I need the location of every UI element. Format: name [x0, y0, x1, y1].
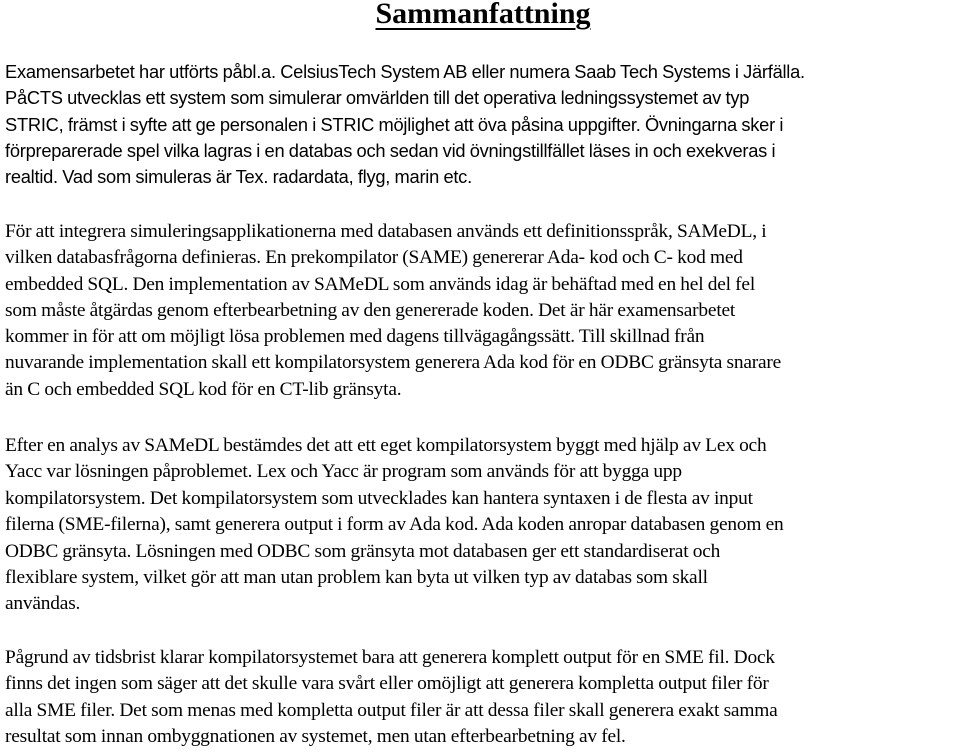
paragraph-line: Yacc var lösningen påproblemet. Lex och Yacc är program som används för att bygga upp [5, 461, 682, 483]
paragraph-line: filerna (SME-filerna), samt generera output i form av Ada kod. Ada koden anropar databasen genom en [5, 514, 784, 536]
paragraph-line: resultat som innan ombyggnationen av systemet, men utan efterbearbetning av fel. [5, 725, 626, 747]
paragraph-line: vilken databasfrågorna definieras. En prekompilator (SAME) genererar Ada- kod och C- kod med [5, 247, 743, 269]
paragraph-line: STRIC, främst i syfte att ge personalen i STRIC möjlighet att öva påsina uppgifter. Övningarna sker i [5, 113, 784, 135]
paragraph-line: som måste åtgärdas genom efterbearbetning av den genererade koden. Det är här examensarbetet [5, 299, 736, 321]
paragraph-line: kompilatorsystem. Det kompilatorsystem som utvecklades kan hantera syntaxen i de flesta av input [5, 487, 753, 509]
page-title: Sammanfattning [375, 0, 591, 30]
paragraph-line: alla SME filer. Det som menas med kompletta output filer är att dessa filer skall generera exakt samma [5, 699, 778, 721]
paragraph-line: nuvarande implementation skall ett kompilatorsystem generera Ada kod för en ODBC gränsyta snarare [5, 352, 782, 374]
paragraph-line: För att integrera simuleringsapplikationerna med databasen används ett definitionsspråk, SAMeDL, i [5, 221, 767, 242]
paragraph-line: PåCTS utvecklas ett system som simulerar omvärlden till det operativa ledningssystemet av typ [5, 87, 750, 109]
paragraph-line: flexiblare system, vilket gör att man utan problem kan byta ut vilken typ av databas som skall [5, 567, 708, 589]
paragraph-line: realtid. Vad som simuleras är Tex. radardata, flyg, marin etc. [5, 166, 472, 188]
paragraph-lex-yacc [5, 433, 960, 618]
paragraph-line: finns det ingen som säger att det skulle vara svårt eller omöjligt att generera kompletta output filer för [5, 673, 769, 695]
paragraph-line: Pågrund av tidsbrist klarar kompilatorsystemet bara att generera komplett output för en SME fil. Dock [5, 647, 775, 668]
paragraph-intro [5, 59, 960, 190]
paragraph-samedl [5, 219, 960, 403]
paragraph-line: embedded SQL. Den implementation av SAMeDL som används idag är behäftad med en hel del fel [5, 273, 756, 295]
paragraph-limitations [5, 645, 960, 750]
paragraph-line: Examensarbetet har utförts påbl.a. CelsiusTech System AB eller numera Saab Tech Systems i Järfälla. [5, 61, 805, 82]
paragraph-line: Efter en analys av SAMeDL bestämdes det att ett eget kompilatorsystem byggt med hjälp av Lex och [5, 435, 767, 456]
paragraph-line: än C och embedded SQL kod för en CT-lib gränsyta. [5, 378, 402, 400]
paragraph-line: användas. [5, 593, 81, 615]
paragraph-line: kommer in för att om möjligt lösa problemen med dagens tillvägagångssätt. Till skillnad från [5, 326, 705, 348]
paragraph-line: ODBC gränsyta. Lösningen med ODBC som gränsyta mot databasen ger ett standardiserat och [5, 540, 721, 562]
paragraph-line: förpreparerade spel vilka lagras i en databas och sedan vid övningstillfället läses in och exekveras i [5, 139, 776, 161]
